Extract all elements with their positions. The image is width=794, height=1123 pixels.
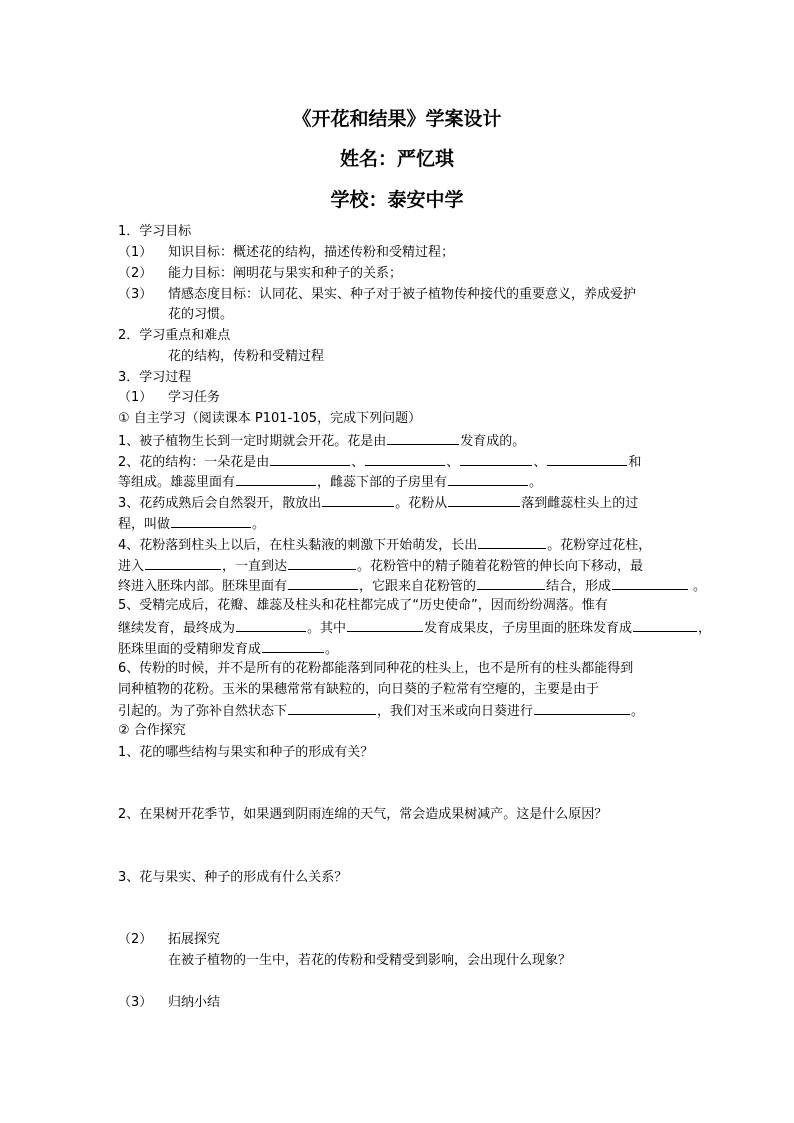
text: 、: [446, 455, 460, 470]
answer-blank[interactable]: [171, 514, 251, 528]
answer-blank[interactable]: [288, 556, 356, 570]
text: 。: [252, 517, 266, 532]
sub-extend: [118, 931, 220, 949]
text: 。: [693, 579, 707, 594]
text: 。: [631, 704, 645, 719]
sub-text: 学习任务: [168, 390, 221, 405]
text: ，它跟来自花粉管的: [359, 579, 477, 594]
answer-blank[interactable]: [262, 639, 324, 653]
objective-3-cont: 花的习惯。: [168, 307, 234, 322]
text: ，雌蕊下部的子房里有: [317, 475, 448, 490]
text: 。花粉从: [395, 496, 448, 511]
text: ，: [698, 621, 712, 636]
question-5: 5、受精完成后，花瓣、雄蕊及柱头和花柱都完成了“历史使命”，因而纷纷凋落。惟有: [118, 598, 608, 613]
answer-blank[interactable]: [534, 701, 630, 715]
question-5-cont-2: [118, 639, 338, 659]
text: ，我们对玉米或向日葵进行: [377, 704, 534, 719]
text: 发育成果皮，子房里面的胚珠发育成: [424, 621, 633, 636]
text: 胚珠里面的受精卵发育成: [118, 642, 262, 657]
self-study-heading: ① 自主学习（阅读课本 P101-105，完成下列问题）: [118, 411, 422, 426]
text: 。花粉穿过花柱，: [547, 538, 652, 553]
section2-heading: 2．学习重点和难点: [118, 328, 231, 343]
text: 发育成的。: [460, 434, 526, 449]
key-points: 花的结构，传粉和受精过程: [168, 349, 325, 364]
text: 4、花粉落到柱头上以后，在柱头黏液的刺激下开始萌发，长出: [118, 538, 478, 553]
text: 进入: [118, 559, 145, 574]
question-4: [118, 535, 651, 555]
objective-text: 知识目标：概述花的结构，描述传粉和受精过程；: [168, 245, 455, 260]
sub-num: （3）: [118, 995, 153, 1010]
question-6-cont-2: [118, 701, 644, 721]
text: 继续发育，最终成为: [118, 621, 236, 636]
objective-2: [118, 265, 402, 283]
text: 落到雌蕊柱头上的过: [521, 496, 639, 511]
answer-blank[interactable]: [365, 452, 445, 466]
text: 。: [529, 475, 543, 490]
answer-blank[interactable]: [448, 493, 520, 507]
answer-blank[interactable]: [633, 618, 697, 632]
extend-question: 在被子植物的一生中，若花的传粉和受精受到影响，会出现什么现象？: [168, 953, 572, 968]
objective-num: （3）: [118, 287, 153, 302]
school-name: 学校：泰安中学: [330, 189, 464, 211]
answer-blank[interactable]: [347, 618, 423, 632]
sub-num: （1）: [118, 390, 153, 405]
question-2-cont: [118, 472, 542, 492]
text: ，一直到达: [222, 559, 288, 574]
text: 程，叫做: [118, 517, 171, 532]
question-1: [118, 431, 525, 451]
sub-text: 归纳小结: [168, 995, 221, 1010]
answer-blank[interactable]: [236, 472, 316, 486]
question-5-cont-1: [118, 618, 711, 638]
answer-blank[interactable]: [145, 556, 221, 570]
sub-summary: [118, 994, 220, 1012]
question-2: [118, 452, 641, 472]
coop-question-3: 3、花与果实、种子的形成有什么关系？: [118, 870, 348, 885]
answer-blank[interactable]: [448, 472, 528, 486]
doc-title: 《开花和结果》学案设计: [292, 108, 502, 130]
text: 。: [325, 642, 339, 657]
answer-blank[interactable]: [460, 452, 532, 466]
text: 1、被子植物生长到一定时期就会开花。花是由: [118, 434, 387, 449]
answer-blank[interactable]: [612, 576, 688, 590]
answer-blank[interactable]: [270, 452, 350, 466]
answer-blank[interactable]: [288, 576, 358, 590]
question-3: [118, 493, 638, 513]
text: 和: [628, 455, 642, 470]
question-6-cont-1: 同种植物的花粉。玉米的果穗常常有缺粒的，向日葵的子粒常有空瘪的，主要是由于: [118, 682, 600, 697]
text: 引起的。为了弥补自然状态下: [118, 704, 288, 719]
section1-heading: 1．学习目标: [118, 224, 192, 239]
objective-3: [118, 286, 636, 304]
objective-num: （2）: [118, 266, 153, 281]
sub-task: [118, 389, 220, 407]
question-3-cont: [118, 514, 265, 534]
text: 、: [533, 455, 547, 470]
answer-blank[interactable]: [547, 452, 627, 466]
coop-heading: ② 合作探究: [118, 723, 186, 738]
coop-question-2: 2、在果树开花季节，如果遇到阴雨连绵的天气，常会造成果树减产。这是什么原因？: [118, 807, 608, 822]
text: 3、花药成熟后会自然裂开，散放出: [118, 496, 322, 511]
text: 2、花的结构：一朵花是由: [118, 455, 270, 470]
question-4-cont-1: [118, 556, 643, 576]
answer-blank[interactable]: [322, 493, 394, 507]
author-name: 姓名：严忆琪: [339, 148, 454, 170]
section3-heading: 3．学习过程: [118, 370, 192, 385]
objective-text: 能力目标：阐明花与果实和种子的关系；: [168, 266, 403, 281]
question-4-cont-2: [118, 576, 706, 596]
sub-num: （2）: [118, 932, 153, 947]
text: 终进入胚珠内部。胚珠里面有: [118, 579, 288, 594]
text: 结合，形成: [546, 579, 612, 594]
text: 等组成。雄蕊里面有: [118, 475, 236, 490]
objective-1: [118, 244, 454, 262]
answer-blank[interactable]: [236, 618, 306, 632]
text: 。花粉管中的精子随着花粉管的伸长向下移动，最: [357, 559, 644, 574]
objective-text: 情感态度目标：认同花、果实、种子对于被子植物传种接代的重要意义，养成爱护: [168, 287, 637, 302]
answer-blank[interactable]: [387, 431, 459, 445]
sub-text: 拓展探究: [168, 932, 221, 947]
answer-blank[interactable]: [288, 701, 376, 715]
coop-question-1: 1、花的哪些结构与果实和种子的形成有关？: [118, 745, 374, 760]
question-6: 6、传粉的时候，并不是所有的花粉都能落到同种花的柱头上，也不是所有的柱头都能得到: [118, 661, 634, 676]
answer-blank[interactable]: [478, 535, 546, 549]
text: 、: [351, 455, 365, 470]
answer-blank[interactable]: [477, 576, 545, 590]
objective-num: （1）: [118, 245, 153, 260]
text: 。其中: [307, 621, 347, 636]
